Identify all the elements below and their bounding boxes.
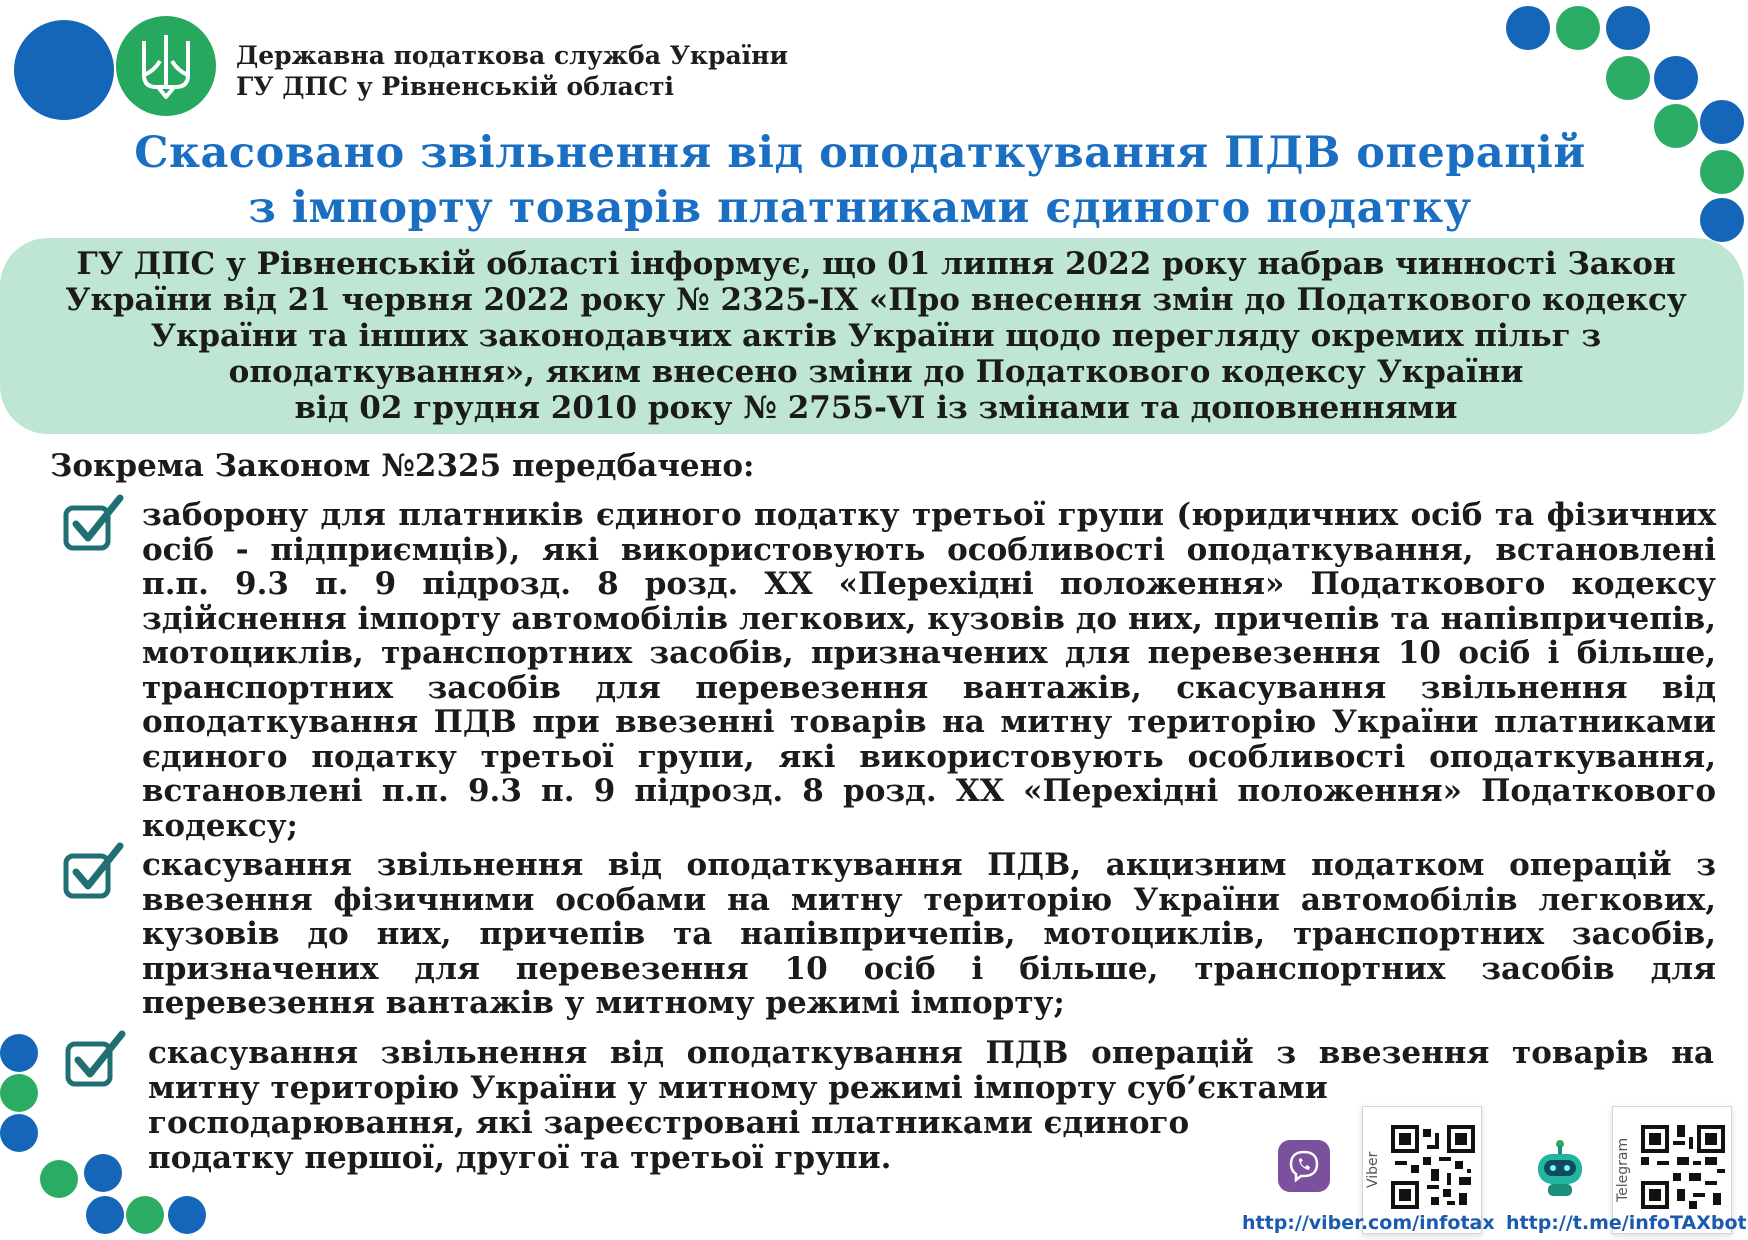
- agency-line-2: ГУ ДПС у Рівненській області: [236, 72, 674, 101]
- checkmark-icon: [62, 842, 126, 902]
- list-item-continued: податку першої, другої та третьої групи.: [148, 1140, 892, 1176]
- telegram-link[interactable]: http://t.me/infoTAXbot: [1506, 1212, 1747, 1234]
- decor-circle: [1654, 104, 1698, 148]
- decor-circle: [1700, 198, 1744, 242]
- decor-circle: [1606, 56, 1650, 100]
- decor-circle: [84, 1154, 122, 1192]
- viber-link[interactable]: http://viber.com/infotax: [1242, 1212, 1495, 1234]
- list-item: скасування звільнення від оподаткування ПДВ операцій з ввезення товарів на митну територію України у митному режимі імпорту суб’єктами: [148, 1035, 1714, 1106]
- decor-circle: [40, 1160, 78, 1198]
- qr-code-icon: [1641, 1125, 1725, 1209]
- viber-icon[interactable]: [1278, 1140, 1330, 1192]
- title-line-2: з імпорту товарів платниками єдиного податку: [248, 183, 1472, 233]
- list-item-continued: господарювання, які зареєстровані платниками єдиного: [148, 1105, 1190, 1141]
- info-line: ГУ ДПС у Рівненській області інформує, що 01 липня 2022 року набрав чинності Закон: [76, 246, 1676, 282]
- title-line-1: Скасовано звільнення від оподаткування ПДВ операцій: [134, 128, 1586, 178]
- info-line: оподаткування», яким внесено зміни до Податкового кодексу України: [228, 354, 1524, 390]
- decor-circle: [168, 1196, 206, 1234]
- qr-code-icon: [1391, 1125, 1475, 1209]
- checkmark-icon: [62, 494, 126, 554]
- emblem-logo: [116, 16, 216, 116]
- decor-circle: [1700, 100, 1744, 144]
- decor-circle: [0, 1074, 38, 1112]
- decor-circle: [14, 20, 114, 120]
- agency-name: [236, 40, 788, 102]
- decor-circle: [1506, 6, 1550, 50]
- trident-icon: [138, 31, 194, 101]
- list-item: заборону для платників єдиного податку третьої групи (юридичних осіб та фізичних осіб - підприємців), які використовують особливості оподаткування, встановлені п.п. 9.3 п. 9 підрозд. 8 розд. XX «Перехідні положення» Податкового кодексу здійснення імпорту автомобілів легкових, кузовів до них, причепів та напівпричепів, мотоциклів, транспортних засобів, призначених для перевезення 10 осіб і більше, транспортних засобів для перевезення вантажів, скасування звільнення від оподаткування ПДВ при ввезенні товарів на митну територію України платниками єдиного податку третьої групи, які використовують особливості оподаткування, встановлені п.п. 9.3 п. 9 підрозд. 8 розд. XX «Перехідні положення» Податкового кодексу;: [142, 497, 1716, 844]
- telegram-qr-label: Telegram: [1615, 1137, 1631, 1203]
- decor-circle: [0, 1114, 38, 1152]
- decor-circle: [1654, 56, 1698, 100]
- decor-circle: [1606, 6, 1650, 50]
- info-line: України від 21 червня 2022 року № 2325-IX «Про внесення змін до Податкового кодексу: [65, 282, 1687, 318]
- list-item: скасування звільнення від оподаткування ПДВ, акцизним податком операцій з ввезення фізичними особами на митну територію України автомобілів легкових, кузовів до них, причепів та напівпричепів, мотоциклів, транспортних засобів, призначених для перевезення 10 осіб і більше, транспортних засобів для перевезення вантажів у митному режимі імпорту;: [142, 847, 1716, 1021]
- decor-circle: [126, 1196, 164, 1234]
- info-line: України та інших законодавчих актів України щодо перегляду окремих пільг з: [150, 318, 1602, 354]
- decor-circle: [0, 1034, 38, 1072]
- agency-line-1: Державна податкова служба України: [236, 41, 788, 70]
- robot-icon: [1532, 1138, 1588, 1198]
- decor-circle: [86, 1196, 124, 1234]
- intro-heading: Зокрема Законом №2325 передбачено:: [50, 448, 755, 484]
- checkmark-icon: [64, 1030, 128, 1090]
- page-title: [60, 126, 1660, 236]
- viber-qr-label: Viber: [1365, 1151, 1381, 1189]
- decor-circle: [1556, 6, 1600, 50]
- info-line: від 02 грудня 2010 року № 2755-VI із змінами та доповненнями: [294, 390, 1458, 426]
- info-text: [36, 246, 1716, 426]
- decor-circle: [1700, 150, 1744, 194]
